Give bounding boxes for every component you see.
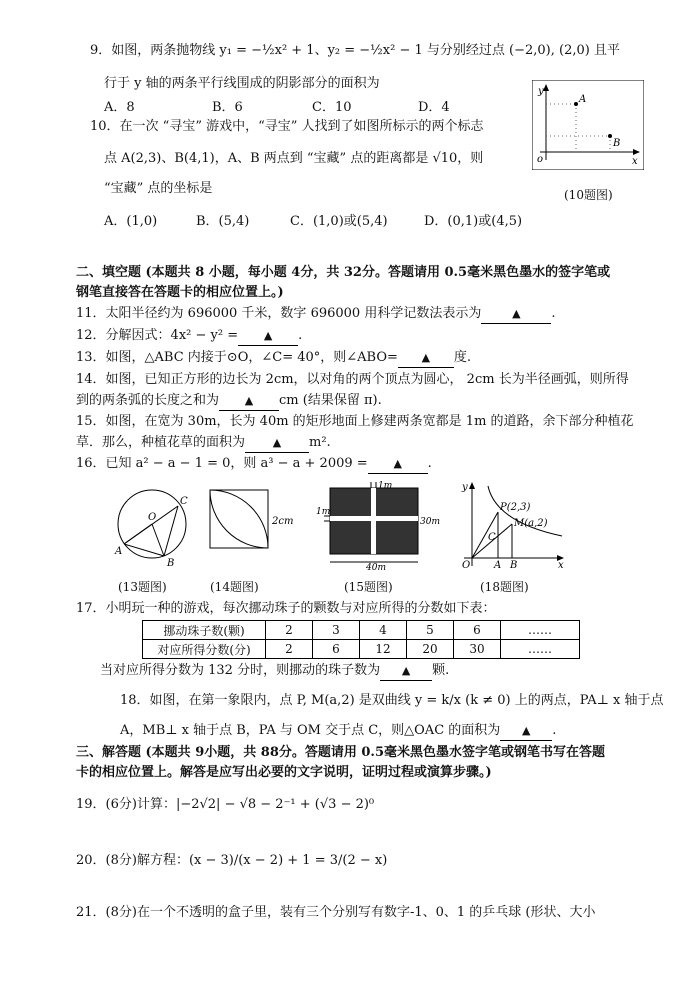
fig10-caption: (10题图) bbox=[564, 188, 613, 202]
q10-option-c: C．(1,0)或(5,4) bbox=[290, 214, 388, 229]
fig10-y-label: y bbox=[538, 86, 544, 97]
fig13-b-label: B bbox=[167, 558, 175, 569]
table-cell: 3 bbox=[313, 621, 360, 640]
fig10-coordinate-plane bbox=[532, 80, 644, 170]
fig14-caption: (14题图) bbox=[210, 580, 259, 594]
q16-tail: . bbox=[427, 456, 432, 471]
table-cell: 30 bbox=[454, 640, 501, 659]
q16-answer-blank: ▲ bbox=[368, 455, 428, 474]
q10-option-b: B．(5,4) bbox=[196, 214, 250, 229]
fig15-top-road-label: 1m bbox=[378, 481, 393, 491]
table-cell: 6 bbox=[454, 621, 501, 640]
table-cell: 20 bbox=[407, 640, 454, 659]
table-cell: 2 bbox=[266, 621, 313, 640]
q17-line2-tail: 颗. bbox=[432, 663, 450, 678]
q13-text: 13．如图，△ABC 内接于⊙O，∠C= 40°，则∠ABO= bbox=[76, 350, 398, 365]
q12-text: 12．分解因式：4x² − y² = bbox=[76, 328, 239, 343]
table-cell: 2 bbox=[266, 640, 313, 659]
q11-text: 11．太阳半径约为 696000 千米，数字 696000 用科学记数法表示为 bbox=[76, 306, 482, 321]
q14-line2-text: 到的两条弧的长度之和为 bbox=[76, 393, 220, 408]
q9-option-d: D．4 bbox=[418, 100, 450, 115]
fig18-b-label: B bbox=[510, 560, 518, 570]
q14-line2 bbox=[76, 392, 382, 411]
fig15-caption: (15题图) bbox=[344, 580, 393, 594]
q15-answer-blank: ▲ bbox=[245, 434, 309, 453]
q12-answer-blank: ▲ bbox=[238, 327, 298, 346]
fig15-road-rectangle bbox=[316, 480, 440, 572]
fig10-origin-label: o bbox=[537, 154, 544, 165]
q15-line2-text: 草．那么，种植花草的面积为 bbox=[76, 435, 246, 450]
q9-line1: 9．如图，两条抛物线 y₁ = −½x² + 1、y₂ = −½x² − 1 与分别经过点 (−2,0), (2,0) 且平 bbox=[90, 43, 620, 58]
section2-heading-line1: 二、填空题 (本题共 8 小题，每小题 4分，共 32分。答题请用 0.5毫米黑色墨水的签字笔或 bbox=[76, 265, 611, 280]
fig13-circle-triangle bbox=[112, 482, 192, 572]
q17-table-row-beads bbox=[143, 621, 580, 640]
table-cell: 6 bbox=[313, 640, 360, 659]
section3-heading-line1: 三、解答题 (本题共 9小题，共 88分。答题请用 0.5毫米黑色墨水签字笔或钢笔书写在答题 bbox=[76, 745, 606, 760]
q11-answer-blank: ▲ bbox=[481, 305, 551, 324]
q17-line2-text: 当对应所得分数为 132 分时，则挪动的珠子数为 bbox=[100, 663, 381, 678]
table-cell: 12 bbox=[360, 640, 407, 659]
fig18-hyperbola bbox=[458, 478, 570, 570]
q10-line3: “宝藏” 点的坐标是 bbox=[104, 181, 213, 196]
q21: 21．(8分)在一个不透明的盒子里，装有三个分别写有数字-1、0、1 的乒乓球 (形状、大小 bbox=[76, 905, 596, 920]
fig18-caption: (18题图) bbox=[480, 580, 529, 594]
fig18-a-label: A bbox=[494, 560, 502, 570]
q16-text: 16．已知 a² − a − 1 = 0，则 a³ − a + 2009 = bbox=[76, 456, 368, 471]
q18-line1: 18．如图，在第一象限内，点 P, M(a,2) 是双曲线 y = k/x (k ≠ 0) 上的两点，PA⊥ x 轴于点 bbox=[120, 693, 664, 708]
q12 bbox=[76, 327, 302, 346]
fig18-p-label: P(2,3) bbox=[500, 502, 531, 513]
q20: 20．(8分)解方程：(x − 3)/(x − 2) + 1 = 3/(2 − x) bbox=[76, 853, 388, 868]
fig14-square-arcs bbox=[206, 486, 302, 570]
q11 bbox=[76, 305, 555, 324]
fig10-a-label: A bbox=[579, 94, 587, 105]
q10-option-a: A．(1,0) bbox=[104, 214, 158, 229]
section2-heading-line2: 钢笔直接答在答题卡的相应位置上。) bbox=[76, 285, 284, 300]
fig13-o-label: O bbox=[148, 512, 157, 523]
table-cell: …… bbox=[501, 621, 580, 640]
q10-line1: 10．在一次 “寻宝” 游戏中，“寻宝” 人找到了如图所标示的两个标志 bbox=[90, 119, 484, 134]
q12-tail: . bbox=[298, 328, 303, 343]
fig14-side-label: 2cm bbox=[272, 516, 294, 527]
fig15-left-road-label: 1m bbox=[316, 507, 331, 517]
q19: 19．(6分)计算：|−2√2| − √8 − 2⁻¹ + (√3 − 2)⁰ bbox=[76, 797, 375, 812]
q11-tail: . bbox=[551, 306, 556, 321]
q9-option-b: B．6 bbox=[212, 100, 243, 115]
q10-option-d: D．(0,1)或(4,5) bbox=[424, 214, 523, 229]
q17-line2 bbox=[100, 662, 449, 681]
fig18-y-label: y bbox=[462, 482, 468, 493]
fig13-caption: (13题图) bbox=[118, 580, 167, 594]
table-cell: 挪动珠子数(颗) bbox=[143, 621, 266, 640]
q17-table-row-scores bbox=[143, 640, 580, 659]
fig10-x-label: x bbox=[632, 156, 638, 167]
q17-line1: 17．小明玩一种的游戏，每次挪动珠子的颗数与对应所得的分数如下表： bbox=[76, 601, 496, 616]
fig18-m-label: M(a,2) bbox=[514, 518, 548, 529]
q13-tail: 度. bbox=[453, 350, 472, 365]
q17-table bbox=[142, 620, 580, 659]
fig13-c-label: C bbox=[180, 496, 188, 507]
q18-line2 bbox=[120, 722, 556, 741]
q15-line1: 15．如图，在宽为 30m，长为 40m 的矩形地面上修建两条宽都是 1m 的道路，余下部分种植花 bbox=[76, 414, 634, 429]
q9-option-c: C．10 bbox=[312, 100, 352, 115]
fig15-width-label: 30m bbox=[420, 517, 440, 527]
q14-answer-blank: ▲ bbox=[219, 392, 279, 411]
table-cell: 4 bbox=[360, 621, 407, 640]
fig18-x-label: x bbox=[558, 560, 564, 570]
q18-line2-text: A，MB⊥ x 轴于点 B，PA 与 OM 交于点 C，则△OAC 的面积为 bbox=[120, 723, 501, 738]
fig15-length-label: 40m bbox=[366, 563, 386, 572]
q13-answer-blank: ▲ bbox=[398, 349, 454, 368]
q15-line2 bbox=[76, 434, 331, 453]
q14-line1: 14．如图，已知正方形的边长为 2cm，以对角的两个顶点为圆心， 2cm 长为半径画弧，则所得 bbox=[76, 372, 629, 387]
fig10-b-label: B bbox=[613, 138, 621, 149]
q15-line2-tail: m². bbox=[309, 435, 331, 450]
q13 bbox=[76, 349, 471, 368]
table-cell: 5 bbox=[407, 621, 454, 640]
q18-answer-blank: ▲ bbox=[500, 722, 552, 741]
q9-option-a: A．8 bbox=[104, 100, 135, 115]
q16 bbox=[76, 455, 432, 474]
fig18-c-label: C bbox=[488, 532, 496, 543]
q14-line2-tail: cm (结果保留 π). bbox=[279, 393, 382, 408]
q18-line2-tail: . bbox=[552, 723, 557, 738]
q9-line2: 行于 y 轴的两条平行线围成的阴影部分的面积为 bbox=[104, 76, 380, 91]
table-cell: …… bbox=[501, 640, 580, 659]
fig18-o-label: O bbox=[462, 560, 471, 570]
q17-answer-blank: ▲ bbox=[380, 662, 432, 681]
section3-heading-line2: 卡的相应位置上。解答是应写出必要的文字说明，证明过程或演算步骤。) bbox=[76, 765, 492, 780]
fig13-a-label: A bbox=[115, 546, 123, 557]
table-cell: 对应所得分数(分) bbox=[143, 640, 266, 659]
q10-line2: 点 A(2,3)、B(4,1)，A、B 两点到 “宝藏” 点的距离都是 √10，则 bbox=[104, 151, 484, 166]
